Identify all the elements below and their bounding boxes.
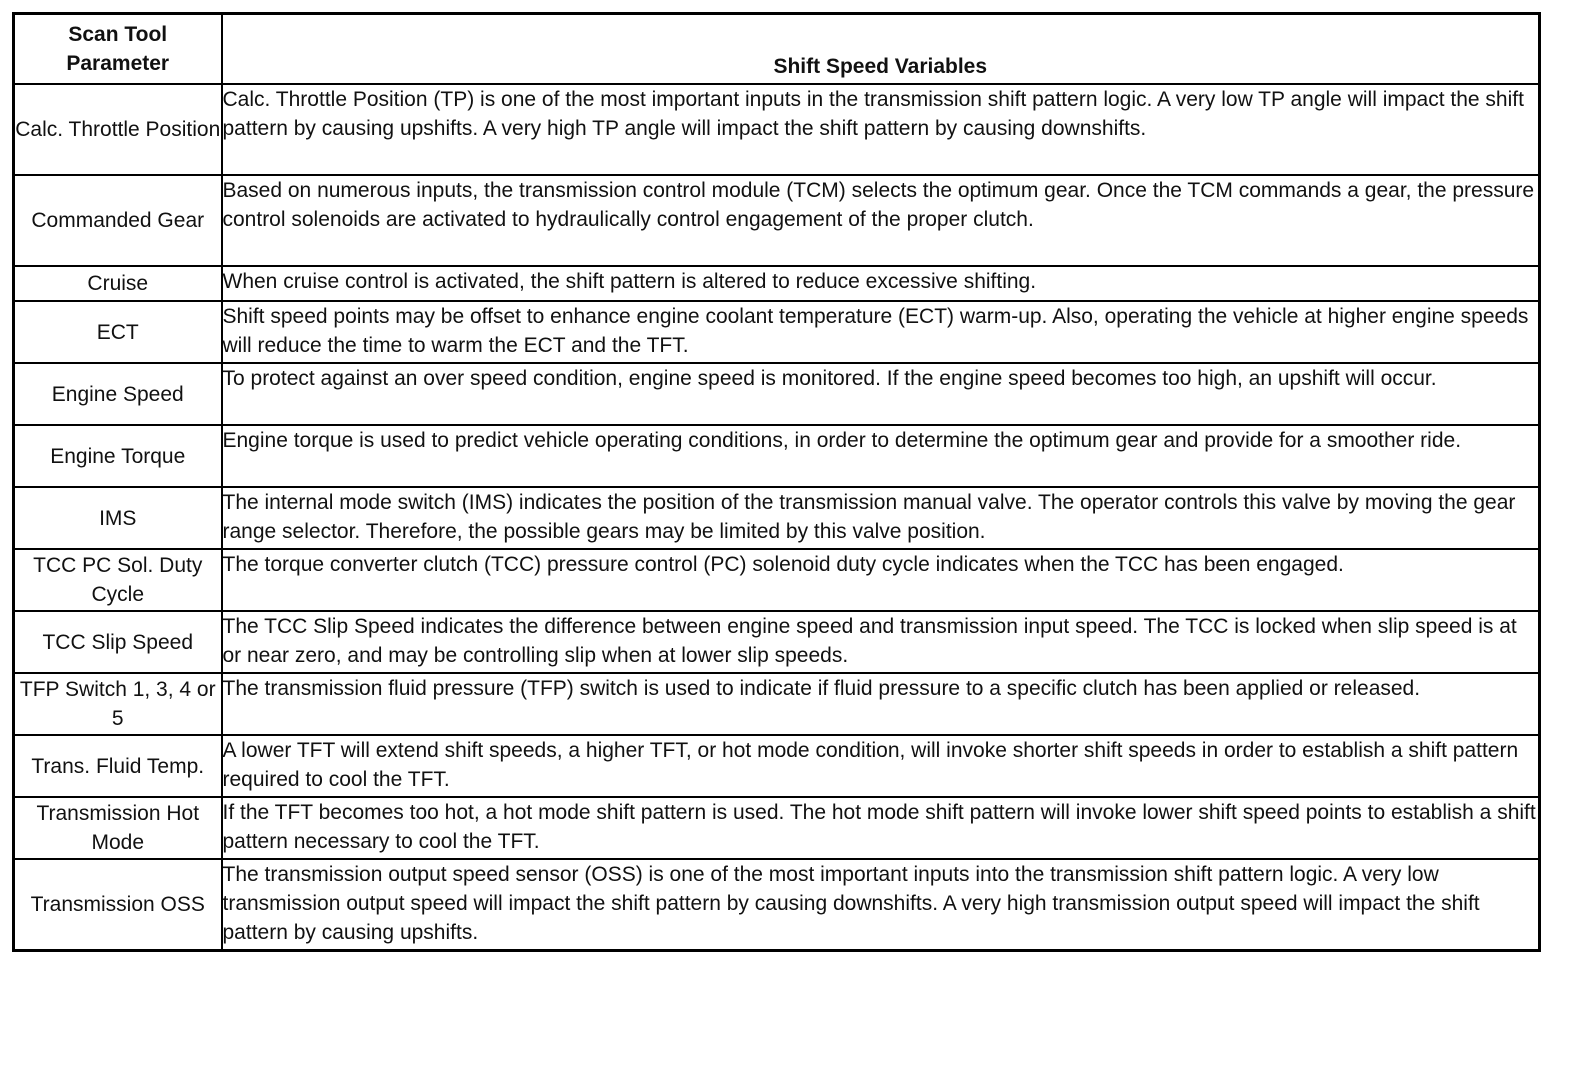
table-row xyxy=(14,859,1540,951)
parameter-cell: Engine Speed xyxy=(14,363,222,425)
table-row xyxy=(14,301,1540,363)
parameter-cell: Trans. Fluid Temp. xyxy=(14,735,222,797)
description-cell: The torque converter clutch (TCC) pressure control (PC) solenoid duty cycle indicates when the TCC has been engaged. xyxy=(222,549,1540,611)
table-row xyxy=(14,549,1540,611)
table-row xyxy=(14,797,1540,859)
description-cell: Based on numerous inputs, the transmission control module (TCM) selects the optimum gear. Once the TCM commands a gear, the pressure control solenoids are activated to hydraulically control engagement of the proper clutch. xyxy=(222,175,1540,266)
description-cell: When cruise control is activated, the shift pattern is altered to reduce excessive shifting. xyxy=(222,266,1540,301)
table-header-row xyxy=(14,14,1540,85)
description-cell: The TCC Slip Speed indicates the difference between engine speed and transmission input speed. The TCC is locked when slip speed is at or near zero, and may be controlling slip when at lower slip speeds. xyxy=(222,611,1540,673)
description-cell: Engine torque is used to predict vehicle operating conditions, in order to determine the optimum gear and provide for a smoother ride. xyxy=(222,425,1540,487)
parameter-cell: Engine Torque xyxy=(14,425,222,487)
shift-speed-table-sheet xyxy=(12,12,1538,952)
description-cell: The transmission fluid pressure (TFP) switch is used to indicate if fluid pressure to a specific clutch has been applied or released. xyxy=(222,673,1540,735)
description-cell: A lower TFT will extend shift speeds, a higher TFT, or hot mode condition, will invoke shorter shift speeds in order to establish a shift pattern required to cool the TFT. xyxy=(222,735,1540,797)
table-row xyxy=(14,735,1540,797)
parameter-cell: Transmission OSS xyxy=(14,859,222,951)
description-cell: The internal mode switch (IMS) indicates the position of the transmission manual valve. The operator controls this valve by moving the gear range selector. Therefore, the possible gears may be limited by this valve position. xyxy=(222,487,1540,549)
parameter-cell: Commanded Gear xyxy=(14,175,222,266)
parameter-cell: Calc. Throttle Position xyxy=(14,84,222,175)
table-row xyxy=(14,363,1540,425)
table-row xyxy=(14,487,1540,549)
table-row xyxy=(14,673,1540,735)
table-row xyxy=(14,175,1540,266)
parameter-cell: Transmission Hot Mode xyxy=(14,797,222,859)
description-cell: The transmission output speed sensor (OSS) is one of the most important inputs into the transmission shift pattern logic. A very low transmission output speed will impact the shift pattern by causing downshifts. A very high transmission output speed will impact the shift pattern by causing upshifts. xyxy=(222,859,1540,951)
table-row xyxy=(14,425,1540,487)
description-cell: If the TFT becomes too hot, a hot mode shift pattern is used. The hot mode shift pattern will invoke lower shift speed points to establish a shift pattern necessary to cool the TFT. xyxy=(222,797,1540,859)
description-cell: To protect against an over speed condition, engine speed is monitored. If the engine speed becomes too high, an upshift will occur. xyxy=(222,363,1540,425)
table-row xyxy=(14,266,1540,301)
shift-speed-variables-header: Shift Speed Variables xyxy=(222,14,1540,85)
parameter-cell: TFP Switch 1, 3, 4 or 5 xyxy=(14,673,222,735)
parameter-cell: IMS xyxy=(14,487,222,549)
description-cell: Shift speed points may be offset to enhance engine coolant temperature (ECT) warm-up. Also, operating the vehicle at higher engine speeds will reduce the time to warm the ECT and the TFT. xyxy=(222,301,1540,363)
parameter-cell: Cruise xyxy=(14,266,222,301)
scan-tool-parameter-header: Scan Tool Parameter xyxy=(14,14,222,85)
parameter-cell: TCC Slip Speed xyxy=(14,611,222,673)
shift-speed-variables-table xyxy=(12,12,1541,952)
table-row xyxy=(14,84,1540,175)
table-row xyxy=(14,611,1540,673)
description-cell: Calc. Throttle Position (TP) is one of the most important inputs in the transmission shift pattern logic. A very low TP angle will impact the shift pattern by causing upshifts. A very high TP angle will impact the shift pattern by causing downshifts. xyxy=(222,84,1540,175)
parameter-cell: TCC PC Sol. Duty Cycle xyxy=(14,549,222,611)
parameter-cell: ECT xyxy=(14,301,222,363)
